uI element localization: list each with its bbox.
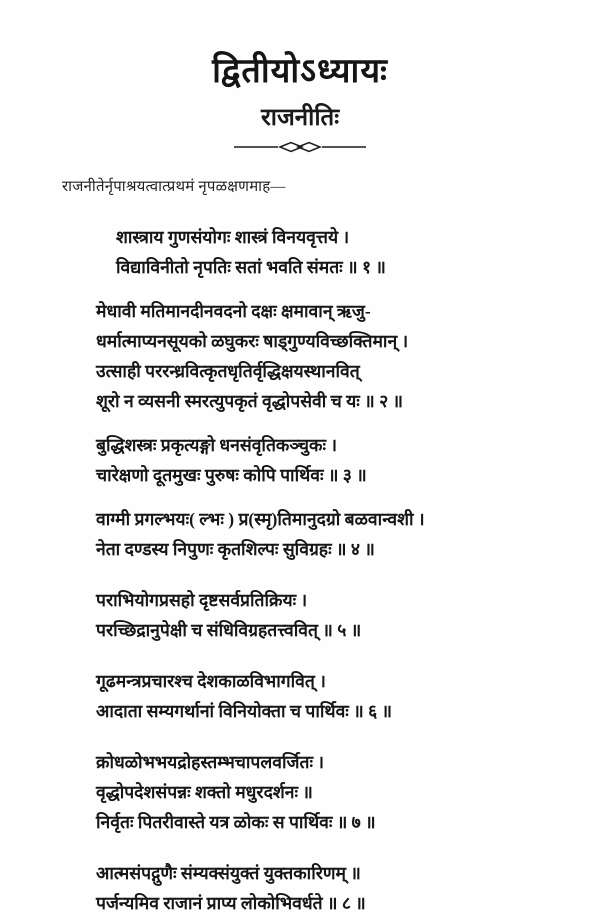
verse-line: गूढमन्त्रप्रचारश्च देशकाळविभागवित् । [96, 671, 326, 691]
verse-line: शूरो न व्यसनी स्मरत्युपकृतं वृद्धोपसेवी च यः ॥ २ ॥ [96, 391, 404, 411]
verse-line: क्रोधळोभभयद्रोहस्तम्भचापलवर्जितः । [96, 752, 324, 772]
verse-line: उत्साही पररन्ध्रवित्कृतधृतिर्वृद्धिक्षयस्थानवित् [96, 361, 360, 381]
divider-ornament-icon [234, 140, 366, 154]
verse-line: आदाता सम्यगर्थानां विनियोक्ता च पार्थिवः ॥ ६ ॥ [96, 701, 393, 721]
verse-line: विद्याविनीतो नृपतिः सतां भवति संमतः ॥ १ ॥ [116, 257, 386, 277]
chapter-title: द्वितीयोऽध्यायः [212, 53, 388, 90]
verse-4 [96, 504, 600, 564]
verse-5 [96, 585, 600, 645]
verse-line: वृद्धोपदेशसंपन्नः शक्तो मधुरदर्शनः ॥ [96, 782, 313, 802]
verse-line: वाग्मी प्रगल्भयः( ल्भः ) प्र(स्मृ)तिमानुदग्रो बळवान्वशी । [96, 509, 425, 529]
section-divider [0, 140, 600, 154]
chapter-subtitle: राजनीतिः [260, 105, 340, 131]
verse-line: नेता दण्डस्य निपुणः कृतशिल्पः सुविग्रहः ॥ ४ ॥ [96, 539, 375, 559]
verse-8 [96, 858, 600, 918]
verse-7 [96, 747, 600, 837]
verse-line: आत्मसंपद्गुणैः संम्यक्संयुक्तं युक्तकारिणम् ॥ [96, 863, 361, 883]
verse-line: धर्मात्माप्यनसूयको ळघुकरः षाड्गुण्यविच्छक्तिमान् । [96, 331, 409, 351]
verse-line: निर्वृतः पितरीवास्ते यत्र ळोकः स पार्थिवः ॥ ७ ॥ [96, 812, 376, 832]
verse-1 [116, 222, 600, 282]
verse-line: पराभियोगप्रसहो दृष्टसर्वप्रतिक्रियः । [96, 590, 308, 610]
verse-line: चारेक्षणो दूतमुखः पुरुषः कोपि पार्थिवः ॥ ३ ॥ [96, 465, 367, 485]
commentary-intro-line: राजनीतेर्नृपाश्रयत्वात्प्रथमं नृपळक्षणमाह— [62, 179, 286, 195]
verse-list [96, 222, 600, 918]
verse-6 [96, 666, 600, 726]
verse-line: शास्त्राय गुणसंयोगः शास्त्रं विनयवृत्तये । [116, 227, 350, 247]
verse-line: परच्छिद्रानुपेक्षी च संधिविग्रहतत्त्ववित् ॥ ५ ॥ [96, 620, 362, 640]
verse-line: मेधावी मतिमानदीनवदनो दक्षः क्षमावान् ऋजु- [96, 301, 371, 321]
verse-line: पर्जन्यमिव राजानं प्राप्य लोकोभिवर्धते ॥ ८ ॥ [96, 893, 366, 913]
verse-line: बुद्धिशस्त्रः प्रकृत्यङ्गो धनसंवृतिकञ्चुकः । [96, 435, 337, 455]
verse-2 [96, 296, 600, 416]
verse-3 [96, 430, 600, 490]
